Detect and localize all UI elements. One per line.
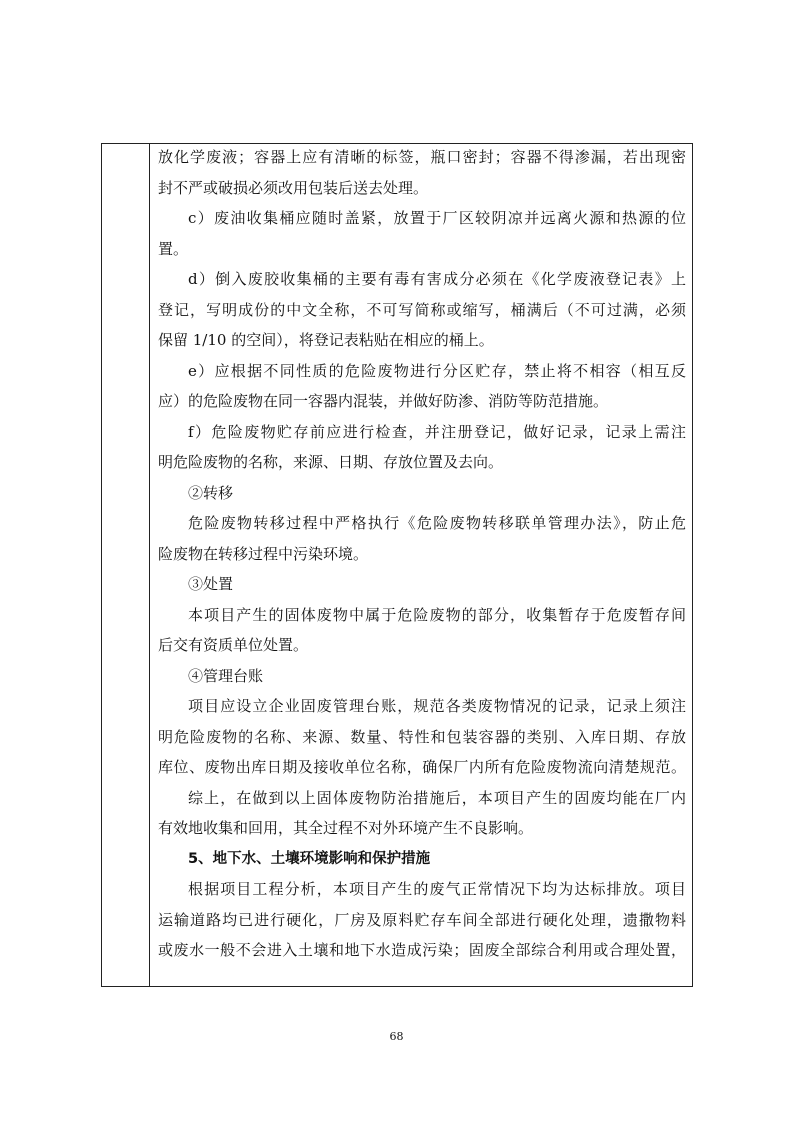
paragraph-line: 登记，写明成份的中文全称，不可写简称或缩写，桶满后（不可过满，必须	[158, 300, 686, 319]
paragraph-line: d）倒入废胶收集桶的主要有毒有害成分必须在《化学废液登记表》上	[188, 270, 686, 288]
paragraph-line: 明危险废物的名称，来源、日期、存放位置及去向。	[158, 453, 504, 471]
paragraph-line: 库位、废物出库日期及接收单位名称，确保厂内所有危险废物流向清楚规范。	[158, 758, 686, 776]
paragraph-line: 运输道路均已进行硬化，厂房及原料贮存车间全部进行硬化处理，遗撒物料	[158, 910, 686, 929]
paragraph-line: c）废油收集桶应随时盖紧，放置于厂区较阴凉并远离火源和热源的位	[188, 209, 686, 227]
paragraph-line: 放化学废液；容器上应有清晰的标签，瓶口密封；容器不得渗漏，若出现密	[158, 148, 686, 166]
paragraph-line: 根据项目工程分析，本项目产生的废气正常情况下均为达标排放。项目	[188, 880, 686, 898]
section-subheading: ④管理台账	[188, 666, 264, 685]
paragraph-line: 或废水一般不会进入土壤和地下水造成污染；固废全部综合利用或合理处置，	[158, 941, 686, 959]
paragraph-line: 危险废物转移过程中严格执行《危险废物转移联单管理办法》，防止危	[188, 514, 686, 532]
section-subheading: ③处置	[188, 575, 234, 593]
paragraph-line: 险废物在转移过程中污染环境。	[158, 544, 369, 563]
paragraph-line: f）危险废物贮存前应进行检查，并注册登记，做好记录，记录上需注	[188, 422, 686, 441]
paragraph-line: 置。	[158, 239, 189, 258]
paragraph-line: 封不严或破损必须改用包装后送去处理。	[158, 178, 429, 197]
paragraph-line: 应）的危险废物在同一容器内混装，并做好防渗、消防等防范措施。	[158, 392, 609, 410]
section-subheading: ②转移	[188, 483, 234, 502]
paragraph-line: 保留 1/10 的空间），将登记表粘贴在相应的桶上。	[158, 331, 494, 349]
paragraph-line: 项目应设立企业固废管理台账，规范各类废物情况的记录，记录上须注	[188, 697, 686, 715]
paragraph-line: 有效地收集和回用，其全过程不对外环境产生不良影响。	[158, 819, 534, 837]
paragraph-line: 本项目产生的固体废物中属于危险废物的部分，收集暂存于危废暂存间	[188, 605, 686, 624]
page-number: 68	[389, 1030, 404, 1043]
table-content-cell	[158, 142, 686, 966]
section-heading: 5、地下水、土壤环境影响和保护措施	[188, 850, 431, 867]
paragraph-line: 明危险废物的名称、来源、数量、特性和包装容器的类别、入库日期、存放	[158, 727, 686, 746]
paragraph-line: 综上，在做到以上固体废物防治措施后，本项目产生的固废均能在厂内	[188, 788, 686, 807]
paragraph-line: e）应根据不同性质的危险废物进行分区贮存，禁止将不相容（相互反	[188, 361, 686, 380]
paragraph-line: 后交有资质单位处置。	[158, 636, 309, 654]
table-column-divider	[149, 143, 150, 987]
